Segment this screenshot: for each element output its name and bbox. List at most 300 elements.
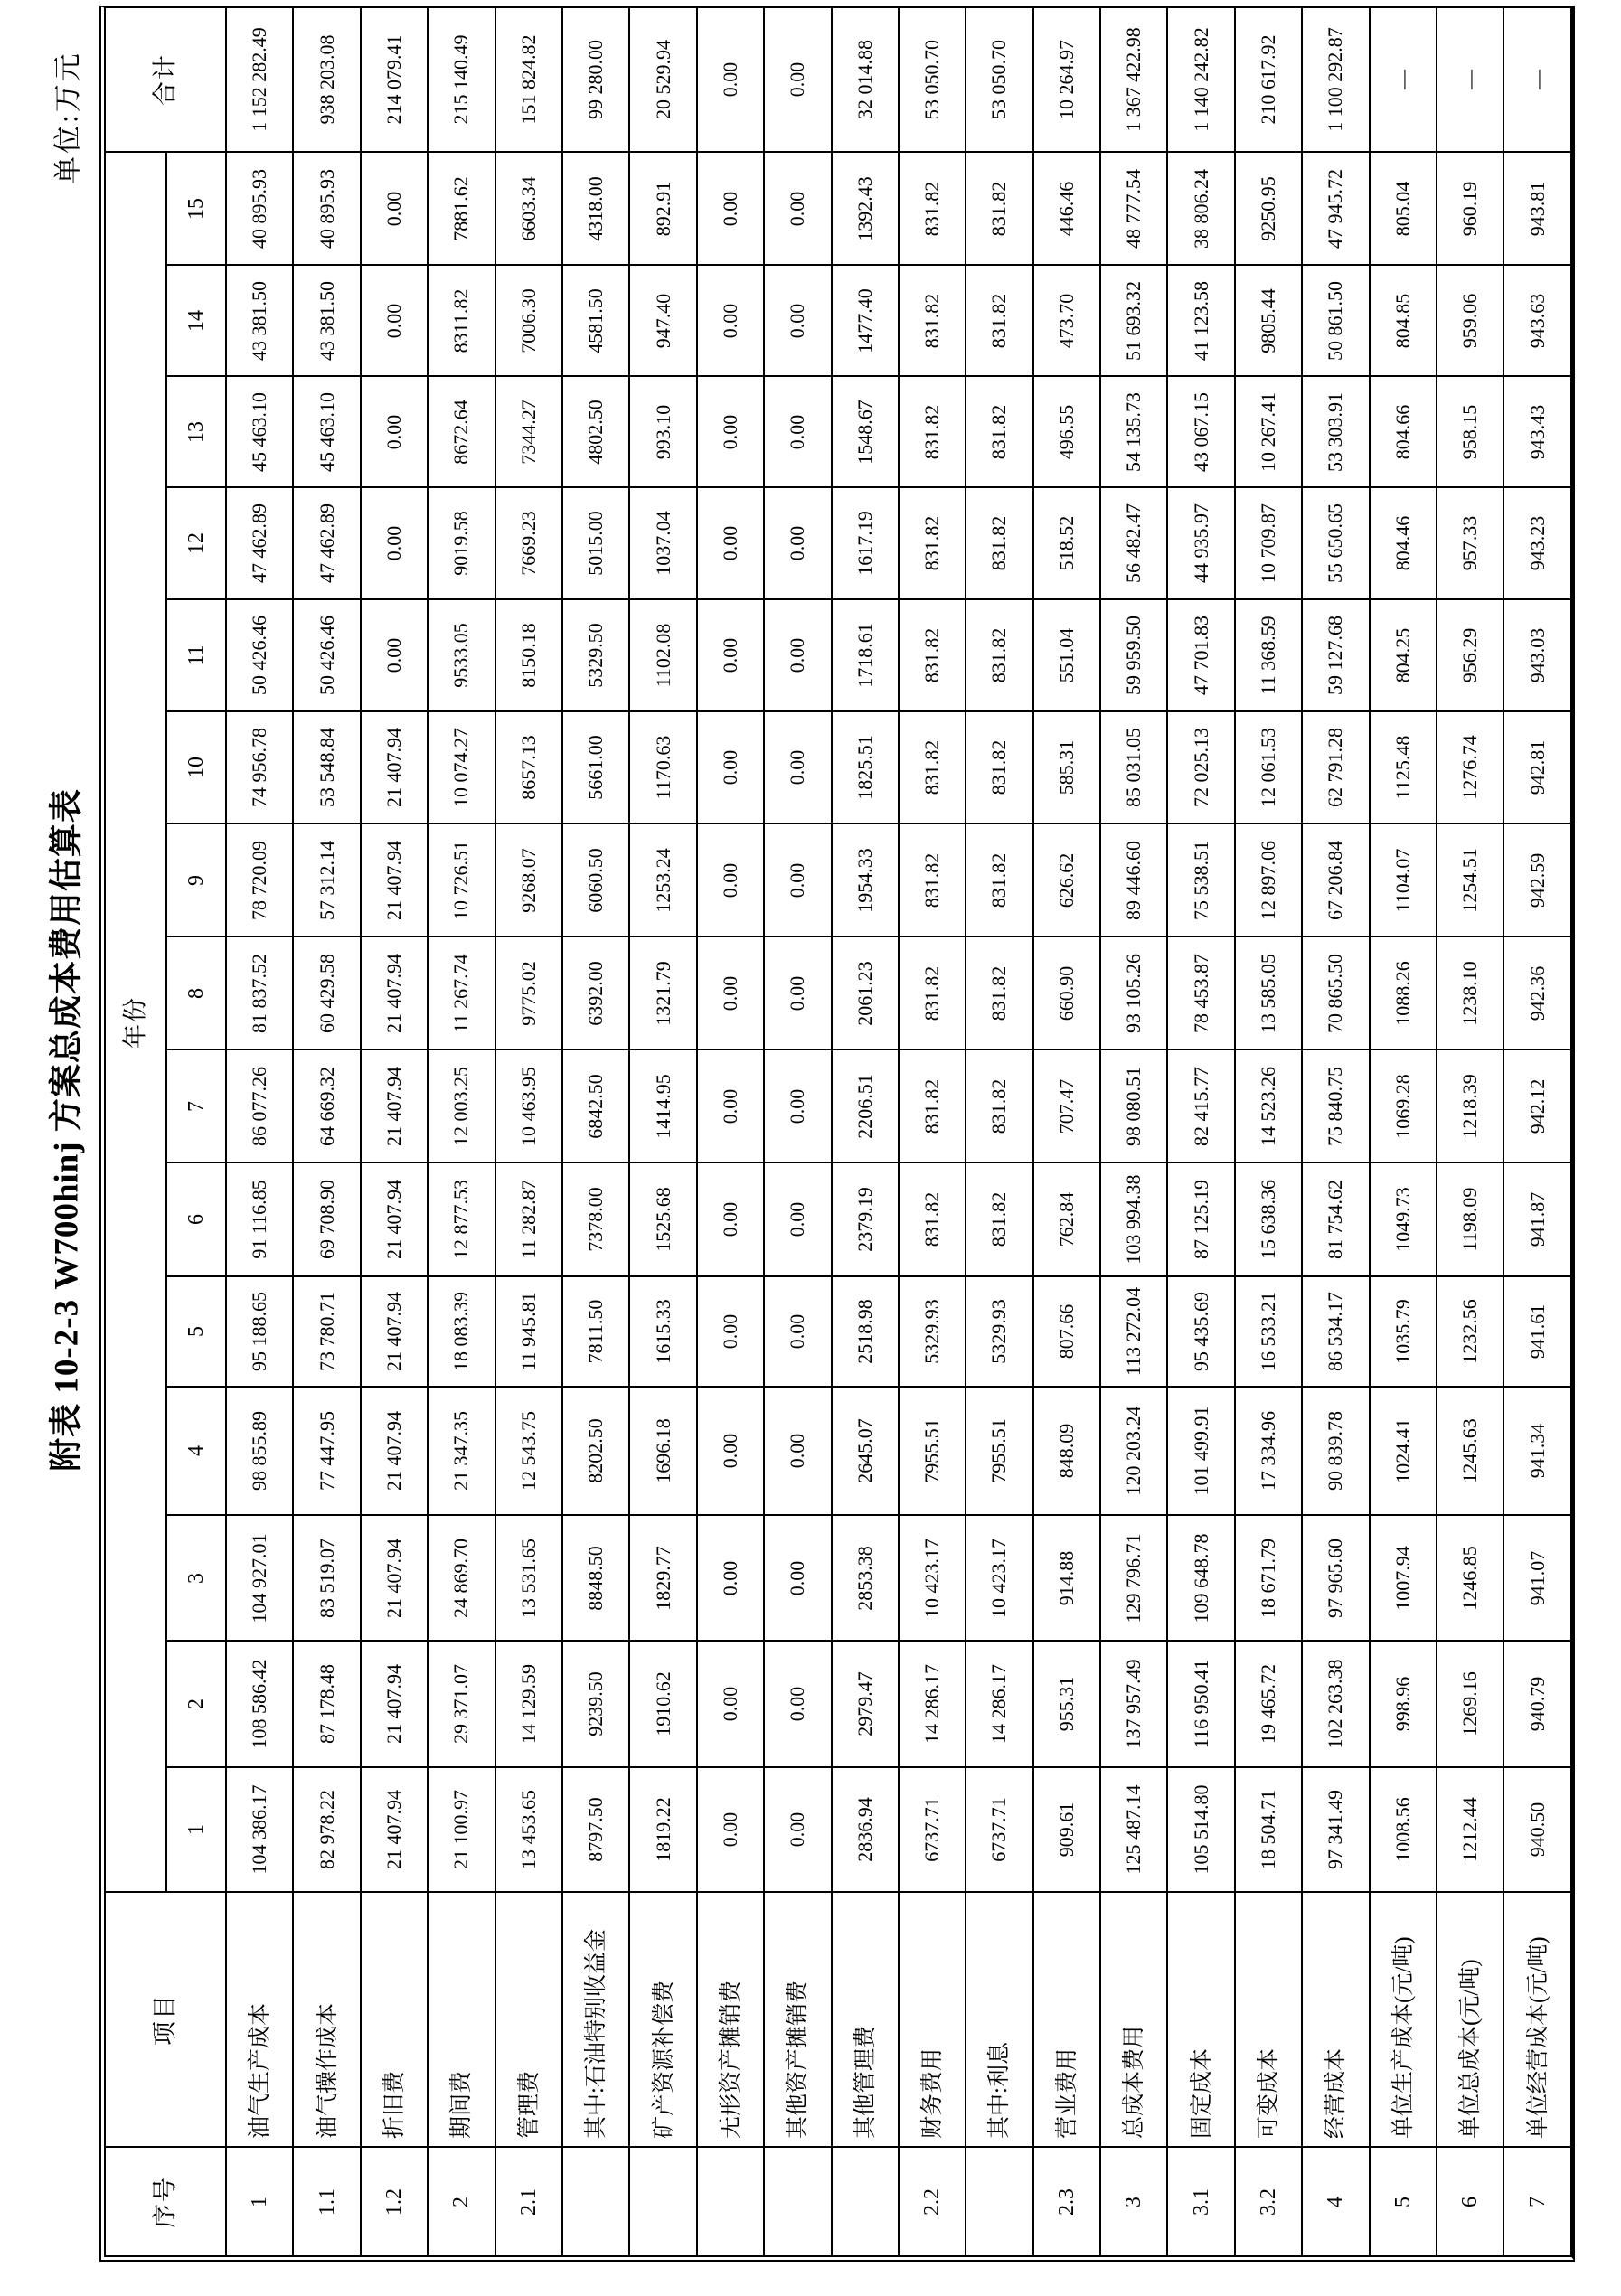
year-value-cell-text: 125 487.14 — [1122, 1784, 1145, 1875]
year-value-cell-text: 5329.93 — [987, 1299, 1011, 1364]
year-value-cell — [427, 1275, 494, 1386]
year-value-cell-text: 0.00 — [382, 414, 405, 449]
year-value-cell — [1099, 486, 1166, 598]
year-value-cell-text: 942.12 — [1525, 1078, 1549, 1134]
year-value-cell-text: 21 347.35 — [449, 1411, 473, 1491]
year-value-cell — [495, 1049, 561, 1162]
year-value-cell — [360, 486, 427, 598]
year-value-cell-text: 21 407.94 — [382, 1790, 405, 1869]
year-value-cell — [763, 1275, 830, 1386]
year-value-cell-text: 947.40 — [651, 293, 674, 348]
item-name-cell-text: 矿产资源补偿费 — [651, 1980, 676, 2139]
year-value-cell — [1166, 486, 1233, 598]
year-value-cell — [1503, 1275, 1569, 1386]
year-value-cell-text: 1321.79 — [651, 960, 674, 1026]
year-label-cell-text: 2 — [184, 1698, 208, 1709]
year-value-cell-text: 762.84 — [1054, 1191, 1078, 1247]
year-value-cell-text: 0.00 — [786, 1433, 809, 1469]
year-value-cell-text: 12 543.75 — [516, 1411, 540, 1491]
year-value-cell-text: 104 386.17 — [248, 1784, 271, 1875]
year-value-cell-text: 1829.77 — [651, 1545, 674, 1611]
year-value-cell — [292, 1162, 359, 1275]
year-value-cell-text: 9775.02 — [516, 960, 540, 1026]
year-value-cell-text: 1245.63 — [1458, 1418, 1482, 1483]
year-value-cell — [1234, 1386, 1301, 1514]
year-value-cell — [1032, 1275, 1099, 1386]
year-value-cell-text: 21 407.94 — [382, 1664, 405, 1744]
year-value-cell — [965, 598, 1032, 710]
year-value-cell-text: 109 648.78 — [1189, 1533, 1212, 1623]
year-value-cell-text: 67 206.84 — [1324, 840, 1347, 920]
year-value-cell — [225, 264, 292, 375]
year-value-cell-text: 9805.44 — [1257, 287, 1280, 353]
year-value-cell — [1369, 823, 1436, 936]
year-value-cell — [1503, 151, 1569, 264]
year-value-cell — [1234, 264, 1301, 375]
year-label-cell — [165, 1162, 225, 1275]
year-label-cell — [165, 1514, 225, 1640]
year-value-cell — [225, 710, 292, 823]
year-value-cell-text: 831.82 — [920, 965, 944, 1021]
year-value-cell-text: 0.00 — [382, 637, 405, 673]
year-value-cell — [1166, 1049, 1233, 1162]
year-value-cell — [696, 1275, 763, 1386]
year-value-cell — [628, 598, 695, 710]
year-value-cell-text: 1718.61 — [853, 623, 876, 688]
year-value-cell-text: 38 806.24 — [1189, 168, 1212, 249]
year-value-cell-text: 82 415.77 — [1189, 1066, 1212, 1146]
year-value-cell — [1099, 936, 1166, 1049]
year-value-cell — [495, 151, 561, 264]
year-value-cell — [427, 1514, 494, 1640]
year-value-cell-text: 74 956.78 — [248, 728, 271, 807]
year-value-cell — [360, 1766, 427, 1891]
item-index-cell-text: 1.2 — [382, 2188, 406, 2216]
item-total-cell-text: 1 367 422.98 — [1122, 27, 1145, 132]
year-value-cell-text: 7344.27 — [516, 399, 540, 465]
year-value-cell-text: 40 895.93 — [248, 168, 271, 249]
year-value-cell — [225, 1766, 292, 1891]
year-value-cell-text: 0.00 — [718, 1433, 741, 1469]
year-value-cell-text: 993.10 — [651, 404, 674, 459]
item-index-cell-text: 2.2 — [920, 2188, 945, 2216]
year-value-cell — [1369, 264, 1436, 375]
year-value-cell-text: 831.82 — [920, 404, 944, 459]
year-value-cell-text: 14 129.59 — [516, 1664, 540, 1744]
year-value-cell-text: 942.59 — [1525, 852, 1549, 908]
year-value-cell — [360, 1162, 427, 1275]
header-sum-text: 合计 — [151, 53, 179, 106]
year-label-cell-text: 7 — [184, 1100, 208, 1112]
year-value-cell — [1032, 486, 1099, 598]
item-total-cell — [1166, 8, 1233, 151]
year-value-cell-text: 41 123.58 — [1189, 280, 1212, 361]
year-value-cell — [696, 823, 763, 936]
year-value-cell — [1166, 151, 1233, 264]
year-value-cell-text: 0.00 — [786, 191, 809, 226]
year-value-cell-text: 13 453.65 — [516, 1790, 540, 1869]
year-value-cell — [292, 486, 359, 598]
year-value-cell — [831, 710, 898, 823]
year-value-cell — [1369, 936, 1436, 1049]
year-value-cell — [898, 1640, 965, 1766]
year-value-cell-text: 8202.50 — [584, 1418, 608, 1483]
year-value-cell — [1301, 1162, 1368, 1275]
year-value-cell — [628, 1275, 695, 1386]
year-value-cell-text: 98 080.51 — [1122, 1066, 1145, 1146]
year-value-cell — [763, 1640, 830, 1766]
year-value-cell — [898, 598, 965, 710]
item-index-cell-text: 3.2 — [1257, 2188, 1281, 2216]
year-value-cell-text: 54 135.73 — [1122, 391, 1145, 472]
year-value-cell-text: 909.61 — [1054, 1802, 1078, 1858]
year-value-cell-text: 45 463.10 — [248, 391, 271, 472]
year-value-cell — [898, 936, 965, 1049]
year-value-cell-text: 1212.44 — [1458, 1797, 1482, 1862]
year-value-cell-text: 0.00 — [718, 303, 741, 338]
year-value-cell-text: 47 945.72 — [1324, 168, 1347, 249]
year-value-cell — [1099, 1514, 1166, 1640]
year-value-cell — [427, 1386, 494, 1514]
item-index-cell — [292, 2146, 359, 2255]
year-value-cell — [898, 1766, 965, 1891]
year-value-cell — [360, 936, 427, 1049]
year-value-cell — [225, 1049, 292, 1162]
year-value-cell — [360, 1386, 427, 1514]
year-value-cell — [763, 1386, 830, 1514]
year-value-cell — [831, 1514, 898, 1640]
year-label-cell — [165, 936, 225, 1049]
year-value-cell — [898, 1386, 965, 1514]
year-value-cell — [1234, 1275, 1301, 1386]
year-value-cell — [495, 1766, 561, 1891]
item-total-cell — [561, 8, 628, 151]
item-total-cell — [1436, 8, 1503, 151]
year-value-cell — [292, 375, 359, 486]
item-total-cell — [1234, 8, 1301, 151]
year-value-cell — [1369, 1766, 1436, 1891]
year-value-cell — [831, 823, 898, 936]
item-total-cell — [1032, 8, 1099, 151]
year-value-cell — [1301, 1386, 1368, 1514]
year-value-cell — [225, 1162, 292, 1275]
year-value-cell-text: 78 453.87 — [1189, 953, 1212, 1033]
year-value-cell-text: 21 100.97 — [449, 1790, 473, 1869]
year-label-cell — [165, 1766, 225, 1891]
header-sum — [106, 8, 225, 151]
item-index-cell — [1436, 2146, 1503, 2255]
year-label-cell — [165, 823, 225, 936]
item-index-cell — [628, 2146, 695, 2255]
year-value-cell — [1166, 710, 1233, 823]
year-value-cell — [1099, 598, 1166, 710]
year-value-cell-text: 1825.51 — [853, 735, 876, 800]
item-index-cell — [1234, 2146, 1301, 2255]
year-value-cell-text: 941.61 — [1525, 1303, 1549, 1360]
year-value-cell-text: 831.82 — [987, 293, 1011, 348]
year-label-cell — [165, 486, 225, 598]
page-title-text: 附表 10-2-3 W700hinj 方案总成本费用估算表 — [48, 788, 86, 1472]
year-value-cell — [561, 1162, 628, 1275]
year-value-cell-text: 21 407.94 — [382, 1411, 405, 1491]
year-value-cell-text: 1246.85 — [1458, 1545, 1482, 1611]
item-index-cell-text: 5 — [1390, 2196, 1415, 2207]
year-value-cell — [225, 486, 292, 598]
year-value-cell — [1503, 1386, 1569, 1514]
year-value-cell-text: 108 586.42 — [248, 1659, 271, 1749]
year-value-cell — [427, 936, 494, 1049]
year-value-cell-text: 90 839.78 — [1324, 1411, 1347, 1491]
year-value-cell-text: 831.82 — [987, 1191, 1011, 1247]
item-total-cell — [292, 8, 359, 151]
year-value-cell — [1301, 823, 1368, 936]
year-label-cell — [165, 598, 225, 710]
year-value-cell — [561, 1275, 628, 1386]
year-value-cell-text: 75 840.75 — [1324, 1066, 1347, 1146]
item-total-cell-text: 151 824.82 — [516, 34, 540, 125]
year-value-cell-text: 97 341.49 — [1324, 1790, 1347, 1869]
year-value-cell-text: 103 994.38 — [1122, 1174, 1145, 1265]
year-value-cell — [898, 1049, 965, 1162]
year-value-cell-text: 102 263.38 — [1324, 1659, 1347, 1749]
year-value-cell — [965, 151, 1032, 264]
year-value-cell — [1234, 375, 1301, 486]
year-value-cell — [1099, 1766, 1166, 1891]
year-value-cell — [561, 823, 628, 936]
year-value-cell — [1369, 1386, 1436, 1514]
year-value-cell-text: 5015.00 — [584, 511, 608, 576]
year-value-cell-text: 13 585.05 — [1257, 953, 1280, 1033]
year-value-cell-text: 45 463.10 — [315, 391, 338, 472]
year-value-cell — [763, 1162, 830, 1275]
year-value-cell — [561, 151, 628, 264]
year-value-cell-text: 87 178.48 — [315, 1664, 338, 1744]
year-value-cell — [360, 264, 427, 375]
year-value-cell-text: 943.81 — [1525, 181, 1549, 236]
year-value-cell-text: 0.00 — [786, 414, 809, 449]
year-value-cell — [1166, 598, 1233, 710]
year-value-cell — [1503, 1640, 1569, 1766]
year-value-cell — [1436, 1275, 1503, 1386]
year-value-cell — [898, 710, 965, 823]
item-total-cell-text: 1 140 242.82 — [1189, 27, 1212, 132]
year-value-cell — [1099, 375, 1166, 486]
year-value-cell — [360, 598, 427, 710]
year-value-cell-text: 496.55 — [1054, 404, 1078, 459]
item-total-cell-text: 210 617.92 — [1257, 34, 1280, 125]
year-value-cell — [1166, 1162, 1233, 1275]
year-value-cell-text: 955.31 — [1054, 1676, 1078, 1732]
year-value-cell-text: 1392.43 — [853, 175, 876, 241]
year-value-cell — [427, 1640, 494, 1766]
year-value-cell-text: 83 519.07 — [315, 1538, 338, 1618]
year-value-cell — [292, 1386, 359, 1514]
year-value-cell-text: 113 272.04 — [1122, 1286, 1145, 1377]
year-value-cell — [1503, 486, 1569, 598]
year-value-cell-text: 959.06 — [1458, 293, 1482, 348]
year-value-cell — [763, 486, 830, 598]
item-total-cell — [763, 8, 830, 151]
year-label-cell-text: 1 — [184, 1824, 208, 1835]
item-total-cell-text: — — [1390, 70, 1414, 89]
year-value-cell-text: 1049.73 — [1390, 1187, 1414, 1252]
year-value-cell — [898, 486, 965, 598]
year-value-cell — [292, 710, 359, 823]
year-value-cell — [292, 598, 359, 710]
year-value-cell — [1369, 1162, 1436, 1275]
year-value-cell-text: 50 861.50 — [1324, 280, 1347, 361]
item-index-cell — [965, 2146, 1032, 2255]
year-value-cell-text: 78 720.09 — [248, 840, 271, 920]
item-name-cell — [831, 1891, 898, 2146]
year-value-cell — [831, 486, 898, 598]
year-value-cell-text: 7881.62 — [449, 175, 473, 241]
year-value-cell-text: 0.00 — [718, 1560, 741, 1595]
year-value-cell-text: 1269.16 — [1458, 1671, 1482, 1736]
year-label-cell-text: 10 — [184, 757, 208, 778]
year-value-cell-text: 1414.95 — [651, 1073, 674, 1139]
year-value-cell-text: 12 061.53 — [1257, 728, 1280, 807]
item-name-cell — [1166, 1891, 1233, 2146]
year-value-cell — [495, 598, 561, 710]
year-value-cell-text: 9250.95 — [1257, 175, 1280, 241]
year-value-cell-text: 73 780.71 — [315, 1292, 338, 1371]
year-value-cell — [292, 936, 359, 1049]
year-value-cell — [1099, 1162, 1166, 1275]
item-index-cell-text: 7 — [1525, 2196, 1550, 2207]
year-value-cell — [1234, 1514, 1301, 1640]
item-name-cell-text: 财务费用 — [920, 2047, 946, 2139]
year-value-cell-text: 0.00 — [718, 637, 741, 673]
year-value-cell — [1301, 1514, 1368, 1640]
item-name-cell-text: 单位总成本(元/吨) — [1458, 1959, 1484, 2139]
year-value-cell — [495, 1514, 561, 1640]
year-value-cell — [831, 936, 898, 1049]
year-value-cell-text: 831.82 — [920, 515, 944, 571]
year-value-cell-text: 831.82 — [987, 739, 1011, 795]
year-value-cell-text: 831.82 — [920, 852, 944, 908]
year-value-cell — [696, 375, 763, 486]
year-value-cell-text: 44 935.97 — [1189, 503, 1212, 583]
year-value-cell-text: 14 523.26 — [1257, 1066, 1280, 1146]
item-name-cell — [763, 1891, 830, 2146]
item-index-cell — [1503, 2146, 1569, 2255]
cost-table — [99, 6, 1575, 2262]
year-value-cell — [1436, 1049, 1503, 1162]
item-name-cell-text: 其他管理费 — [853, 2025, 878, 2139]
year-value-cell — [1369, 710, 1436, 823]
year-value-cell — [1166, 1386, 1233, 1514]
year-value-cell — [1503, 1514, 1569, 1640]
year-value-cell-text: 831.82 — [920, 1078, 944, 1134]
year-value-cell — [427, 1049, 494, 1162]
year-value-cell-text: 12 003.25 — [449, 1066, 473, 1146]
header-index — [106, 2146, 225, 2255]
year-value-cell — [1234, 1640, 1301, 1766]
year-value-cell — [561, 936, 628, 1049]
year-value-cell-text: 1617.19 — [853, 511, 876, 576]
year-value-cell-text: 59 959.50 — [1122, 616, 1145, 695]
item-name-cell-text: 折旧费 — [382, 2070, 407, 2139]
year-label-cell — [165, 1386, 225, 1514]
year-label-cell-text: 12 — [184, 532, 208, 554]
year-value-cell-text: 0.00 — [786, 1560, 809, 1595]
item-name-cell-text: 无形资产摊销费 — [718, 1980, 743, 2139]
item-index-cell — [561, 2146, 628, 2255]
year-value-cell-text: 914.88 — [1054, 1550, 1078, 1605]
item-name-cell-text: 管理费 — [516, 2070, 542, 2139]
year-value-cell — [427, 264, 494, 375]
year-value-cell — [696, 1514, 763, 1640]
year-label-cell-text: 11 — [184, 645, 208, 666]
item-total-cell-text: — — [1525, 70, 1549, 89]
year-value-cell — [1032, 1049, 1099, 1162]
item-total-cell — [1099, 8, 1166, 151]
year-value-cell-text: 7955.51 — [987, 1418, 1011, 1483]
item-name-cell-text: 期间费 — [449, 2070, 475, 2139]
year-value-cell-text: 848.09 — [1054, 1423, 1078, 1479]
year-value-cell-text: 1477.40 — [853, 287, 876, 353]
year-value-cell-text: 1102.08 — [651, 623, 674, 688]
year-value-cell-text: 7669.23 — [516, 511, 540, 576]
year-value-cell-text: 98 855.89 — [248, 1411, 271, 1491]
year-value-cell-text: 95 435.69 — [1189, 1292, 1212, 1371]
year-value-cell-text: 24 869.70 — [449, 1538, 473, 1618]
item-index-cell-text: 2.1 — [516, 2188, 541, 2216]
year-value-cell — [561, 1386, 628, 1514]
year-value-cell-text: 7378.00 — [584, 1187, 608, 1252]
year-value-cell-text: 56 482.47 — [1122, 503, 1145, 583]
year-value-cell-text: 831.82 — [987, 515, 1011, 571]
year-value-cell-text: 1170.63 — [651, 735, 674, 800]
year-value-cell — [965, 936, 1032, 1049]
year-value-cell-text: 831.82 — [920, 627, 944, 683]
item-index-cell-text: 1 — [248, 2196, 272, 2207]
year-value-cell-text: 1035.79 — [1390, 1299, 1414, 1364]
year-value-cell-text: 0.00 — [786, 749, 809, 786]
year-value-cell — [1234, 598, 1301, 710]
year-value-cell-text: 29 371.07 — [449, 1664, 473, 1744]
year-value-cell — [1032, 823, 1099, 936]
year-value-cell-text: 473.70 — [1054, 293, 1078, 348]
year-value-cell — [898, 375, 965, 486]
year-label-cell — [165, 1640, 225, 1766]
item-name-cell — [1032, 1891, 1099, 2146]
year-value-cell — [1436, 1162, 1503, 1275]
item-index-cell-text: 2.3 — [1054, 2188, 1079, 2216]
item-total-cell — [1369, 8, 1436, 151]
year-value-cell — [1032, 375, 1099, 486]
year-value-cell-text: 1007.94 — [1390, 1545, 1414, 1611]
year-value-cell — [427, 486, 494, 598]
item-name-cell — [1369, 1891, 1436, 2146]
year-value-cell-text: 0.00 — [718, 191, 741, 226]
year-value-cell-text: 10 726.51 — [449, 840, 473, 920]
year-value-cell — [225, 375, 292, 486]
year-value-cell — [427, 823, 494, 936]
year-value-cell-text: 892.91 — [651, 181, 674, 236]
year-value-cell-text: 1024.41 — [1390, 1418, 1414, 1483]
item-index-cell-text: 6 — [1458, 2196, 1483, 2207]
year-value-cell-text: 5329.50 — [584, 623, 608, 688]
year-value-cell — [495, 1386, 561, 1514]
year-value-cell-text: 2379.19 — [853, 1187, 876, 1252]
year-value-cell-text: 956.29 — [1458, 627, 1482, 683]
year-value-cell — [1301, 710, 1368, 823]
item-name-cell — [427, 1891, 494, 2146]
unit-label — [36, 20, 99, 214]
item-name-cell-text: 油气操作成本 — [315, 2002, 340, 2139]
